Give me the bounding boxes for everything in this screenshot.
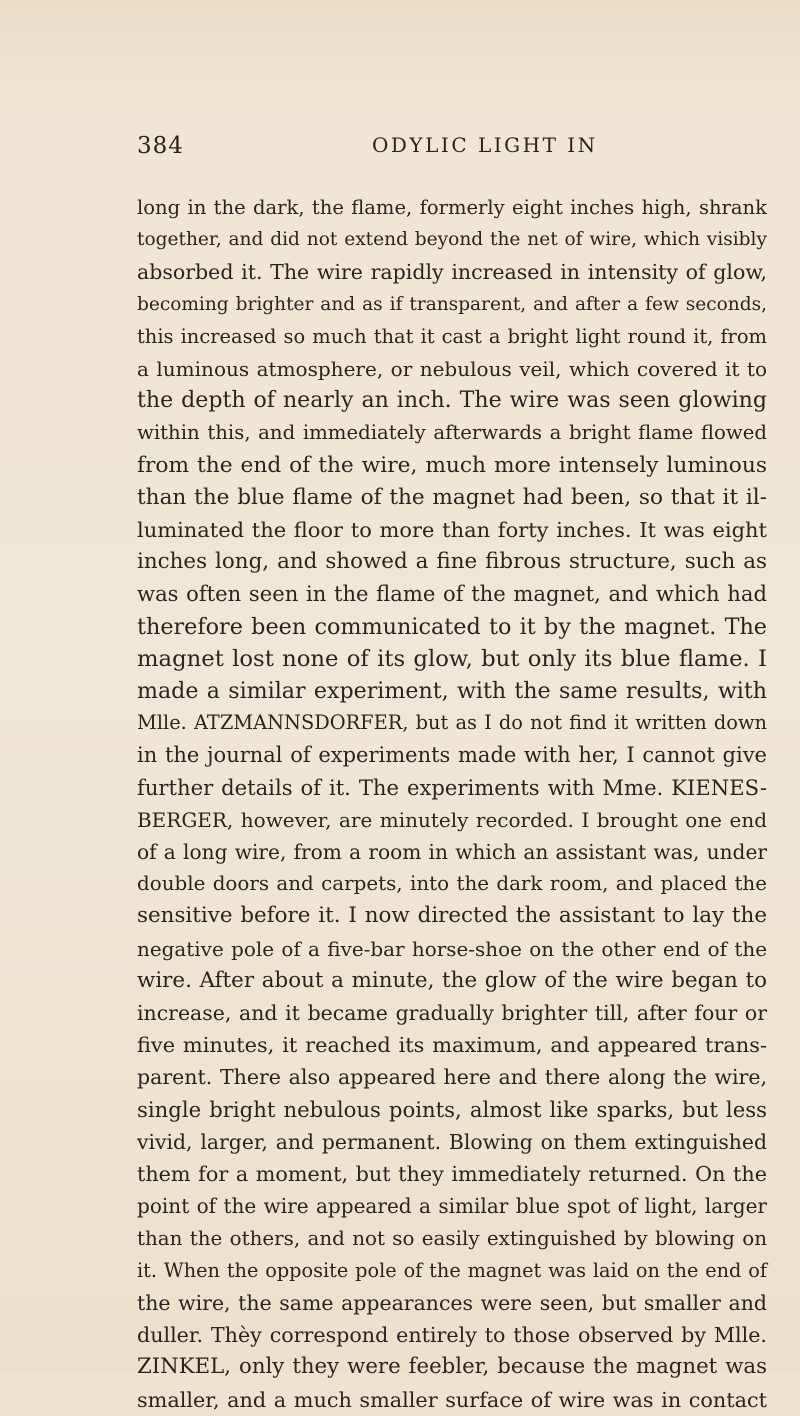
text-line: magnet lost none of its glow, but only its blue flame. I — [137, 645, 767, 672]
text-line: this increased so much that it cast a bright light round it, from — [137, 324, 767, 348]
text-line: a luminous atmosphere, or nebulous veil, which covered it to — [137, 357, 767, 382]
page-number: 384 — [137, 133, 184, 159]
text-line: increase, and it became gradually brighter till, after four or — [137, 1001, 767, 1026]
text-line: absorbed it. The wire rapidly increased in intensity of glow, — [137, 260, 767, 285]
text-line: long in the dark, the flame, formerly eight inches high, shrank — [137, 196, 767, 219]
text-line: made a similar experiment, with the same results, with — [137, 678, 767, 705]
text-line: negative pole of a five-bar horse-shoe on the other end of the — [137, 936, 767, 961]
text-line: sensitive before it. I now directed the assistant to lay the — [137, 903, 767, 929]
text-line: in the journal of experiments made with her, I cannot give — [137, 743, 767, 768]
text-line: vivid, larger, and permanent. Blowing on them extinguished — [137, 1129, 767, 1154]
text-line: smaller, and a much smaller surface of wire was in contact — [137, 1387, 767, 1412]
text-line: BERGER, however, are minutely recorded. I brought one end — [137, 807, 767, 832]
text-line: together, and did not extend beyond the net of wire, which visibly — [137, 229, 767, 251]
text-line: it. When the opposite pole of the magnet was laid on the end of — [137, 1258, 767, 1282]
text-line: double doors and carpets, into the dark room, and placed the — [137, 872, 767, 896]
text-line: within this, and immediately afterwards a bright flame flowed — [137, 421, 767, 445]
body-text — [137, 192, 767, 1416]
text-line: duller. Thèy correspond entirely to those observed by Mlle. — [137, 1323, 767, 1348]
text-line: further details of it. The experiments with Mme. KIENES- — [137, 774, 767, 800]
text-line: parent. There also appeared here and there along the wire, — [137, 1065, 767, 1090]
running-head: ODYLIC LIGHT IN — [372, 133, 598, 157]
text-line: Mlle. ATZMANNSDORFER, but as I do not find it written down — [137, 711, 767, 735]
text-line: the wire, the same appearances were seen, but smaller and — [137, 1290, 767, 1315]
text-line: ZINKEL, only they were feebler, because the magnet was — [137, 1354, 767, 1380]
text-line: wire. After about a minute, the glow of the wire began to — [137, 967, 767, 993]
text-line: than the others, and not so easily extinguished by blowing on — [137, 1226, 767, 1250]
text-line: from the end of the wire, much more intensely luminous — [137, 452, 767, 478]
text-line: luminated the floor to more than forty inches. It was eight — [137, 518, 767, 543]
text-line: of a long wire, from a room in which an assistant was, under — [137, 840, 767, 865]
text-line: than the blue flame of the magnet had been, so that it il- — [137, 484, 767, 510]
page-header — [137, 133, 767, 163]
text-line: was often seen in the flame of the magnet, and which had — [137, 581, 767, 607]
text-line: becoming brighter and as if transparent, and after a few seconds, — [137, 293, 767, 315]
text-line: point of the wire appeared a similar blue spot of light, larger — [137, 1194, 767, 1219]
text-line: the depth of nearly an inch. The wire was seen glowing — [137, 388, 767, 414]
text-line: them for a moment, but they immediately returned. On the — [137, 1162, 767, 1187]
text-line: five minutes, it reached its maximum, and appeared trans- — [137, 1033, 767, 1058]
text-line: inches long, and showed a fine fibrous structure, such as — [137, 549, 767, 575]
text-line: single bright nebulous points, almost like sparks, but less — [137, 1096, 767, 1122]
text-line: therefore been communicated to it by the magnet. The — [137, 613, 767, 640]
